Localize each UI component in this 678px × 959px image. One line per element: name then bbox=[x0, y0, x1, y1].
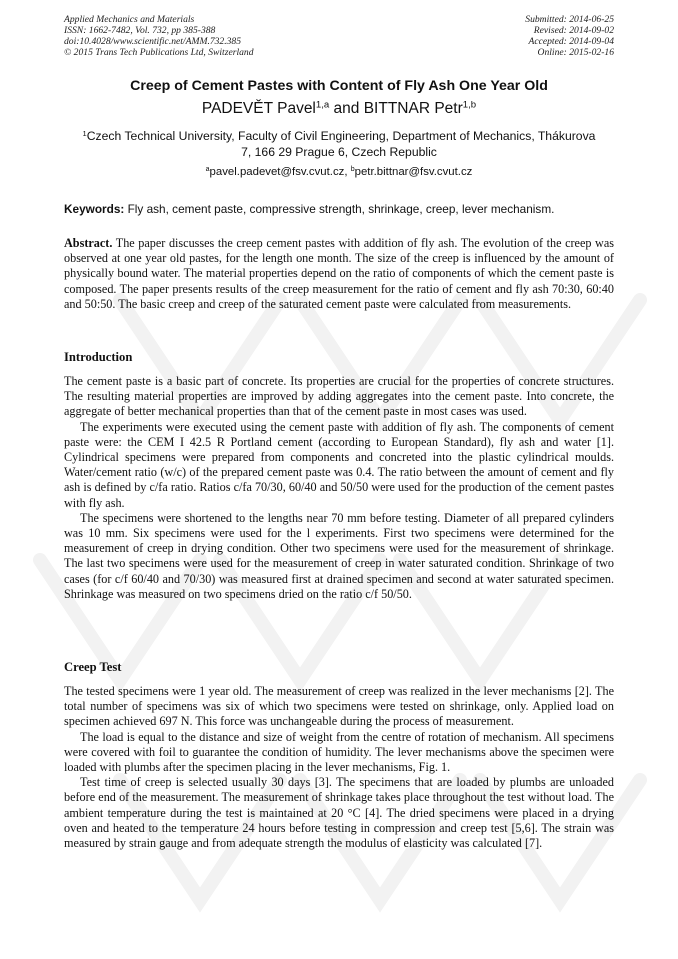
issn-line: ISSN: 1662-7482, Vol. 732, pp 385-388 bbox=[64, 25, 216, 36]
paragraph: The specimens were shortened to the lengths near 70 mm before testing. Diameter of all prepared cylinders was 10 mm. Six specimens were used for the l experiments. First two specimens were determined for the measurement of creep in drying condition. Other two specimens were used for the measurement of shrinkage. The last two specimens were used for the measurement of creep in water saturated condition. Shrinkage of two cases (for c/f 60/40 and 70/30) was measured first at drained specimen and second at water saturated specimen. Shrinkage was measured on two specimens dried on the ratio c/f 50/50. bbox=[64, 510, 614, 601]
author-name: PADEVĚT Pavel bbox=[201, 100, 316, 117]
section-heading-creep-test: Creep Test bbox=[64, 660, 122, 674]
abstract-text: The paper discusses the creep cement pastes with addition of fly ash. The evolution of the creep was observed at one year old pastes, for the length one month. The size of the creep is influenced by the amount of physically bound water. The material properties depend on the ratio of components of which the cement paste is composed. The paper presents results of the creep measurement for the ratio of cement and fly ash 70:30, 60:40 and 50:50. The basic creep and creep of the saturated cement paste were calculated from measurements. bbox=[64, 236, 614, 311]
paragraph: The experiments were executed using the cement paste with addition of fly ash. The components of cement paste were: the CEM I 42.5 R Portland cement (according to European Standard), fly ash and water [1]. Cylindrical specimens were prepared from components and concreted into the plastic cylindrical moulds. Water/cement ratio (w/c) of the prepared cement paste was 0.4. The ratio between the amount of cement and fly ash is defined by c/fa ratio. Ratios c/fa 70/30, 60/40 and 50/50 were used for the production of the cement pastes with fly ash. bbox=[64, 419, 614, 510]
creep-test-body bbox=[64, 684, 614, 851]
journal-name: Applied Mechanics and Materials bbox=[64, 14, 195, 25]
keywords-label: Keywords: bbox=[64, 202, 125, 216]
abstract bbox=[64, 236, 614, 312]
keywords bbox=[64, 202, 614, 216]
submission-dates bbox=[525, 14, 614, 58]
doi-line: doi:10.4028/www.scientific.net/AMM.732.385 bbox=[64, 36, 242, 47]
revised-date: Revised: 2014-09-02 bbox=[533, 25, 614, 36]
online-date: Online: 2015-02-16 bbox=[537, 47, 614, 58]
abstract-label: Abstract. bbox=[64, 236, 113, 250]
paragraph: The load is equal to the distance and size of weight from the centre of rotation of mechanism. All specimens were covered with foil to guarantee the condition of humidity. The lever mechanisms above the specimen were loaded with plumbs after the specimen placing in the lever mechanisms, Fig. 1. bbox=[64, 729, 614, 775]
email-separator: , bbox=[344, 166, 351, 178]
author-line bbox=[60, 100, 618, 118]
author-separator: and bbox=[329, 100, 364, 117]
paragraph: The tested specimens were 1 year old. The measurement of creep was realized in the lever mechanisms [2]. The total number of specimens was six of which two specimens were tested on shrinkage, only. Applied load on specimen achieved 697 N. This force was unchangeable during the process of measurement. bbox=[64, 684, 614, 729]
keywords-text: Fly ash, cement paste, compressive strength, shrinkage, creep, lever mechanism. bbox=[124, 202, 555, 216]
email-line bbox=[60, 166, 618, 178]
paragraph: The cement paste is a basic part of concrete. Its properties are crucial for the properties of concrete structures. The resulting material properties are improved by adding aggregates into the cement paste. Into concrete, the aggregate of better mechanical properties than that of the cement paste in most cases was used. bbox=[64, 374, 614, 419]
copyright-line: © 2015 Trans Tech Publications Ltd, Switzerland bbox=[64, 47, 254, 58]
section-heading-introduction: Introduction bbox=[64, 350, 133, 364]
author-email-link[interactable]: pavel.padevet@fsv.cvut.cz bbox=[209, 166, 345, 178]
accepted-date: Accepted: 2014-09-04 bbox=[528, 36, 614, 47]
author-email-link[interactable]: petr.bittnar@fsv.cvut.cz bbox=[354, 166, 473, 178]
email-marker: b bbox=[350, 166, 355, 174]
affiliation-text: Czech Technical University, Faculty of Civil Engineering, Department of Mechanics, Thákurova 7, 166 29 Prague 6, Czech Republic bbox=[86, 129, 596, 159]
author-name: BITTNAR Petr bbox=[363, 100, 463, 117]
affiliation-marker: 1 bbox=[82, 128, 87, 138]
submitted-date: Submitted: 2014-06-25 bbox=[525, 14, 614, 25]
introduction-body bbox=[64, 374, 614, 602]
author-affil-marker: 1,a bbox=[315, 99, 330, 111]
paragraph: Test time of creep is selected usually 30 days [3]. The specimens that are loaded by plumbs are unloaded before end of the measurement. The measurement of shrinkage takes place throughout the test without load. The ambient temperature during the test is maintained at 20 °C [4]. The dried specimens were placed in a drying oven and heated to the temperature 24 hours before testing in compression and creep test [5,6]. The strain was measured by strain gauge and from adequate strength the modulus of elasticity was calculated [7]. bbox=[64, 775, 614, 851]
author-affil-marker: 1,b bbox=[462, 99, 477, 111]
affiliation bbox=[80, 129, 598, 160]
email-marker: a bbox=[205, 166, 210, 174]
journal-info bbox=[64, 14, 254, 58]
paper-title: Creep of Cement Pastes with Content of Fly Ash One Year Old bbox=[130, 78, 548, 94]
